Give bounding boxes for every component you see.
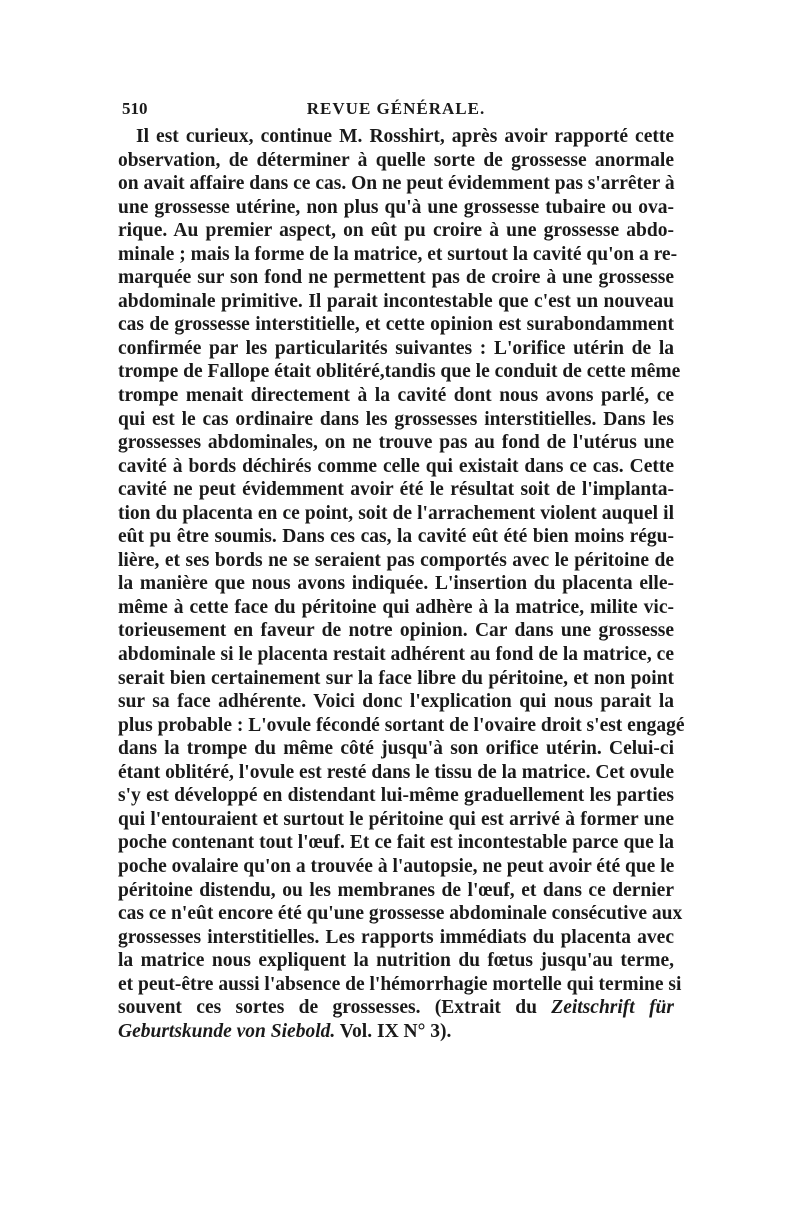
text-line: péritoine distendu, ou les membranes de l'œuf, et dans ce dernier [118,879,674,901]
text-line: Il est curieux, continue M. Rosshirt, après avoir rapporté cette [136,126,674,147]
text-line: minale ; mais la forme de la matrice, et surtout la cavité qu'on a re- [118,243,678,265]
text-line: s'y est développé en distendant lui-même graduellement les parties [118,785,674,807]
citation-line [118,1020,674,1044]
text-line: rique. Au premier aspect, on eût pu croire à une grossesse abdo- [118,220,674,242]
text-line [118,996,674,1020]
text-line: trompe de Fallope était oblitéré,tandis que le conduit de cette même [118,361,681,383]
text-line: étant oblitéré, l'ovule est resté dans le tissu de la matrice. Cet ovule [118,761,674,783]
text-line: observation, de déterminer à quelle sorte de grossesse anormale [118,149,674,171]
text-line: grossesses abdominales, on ne trouve pas au fond de l'utérus une [118,432,674,454]
text-line: confirmée par les particularités suivantes : L'orifice utérin de la [118,337,674,359]
text-line: cas de grossesse interstitielle, et cette opinion est surabondamment [118,314,674,336]
text-line: poche ovalaire qu'on a trouvée à l'autopsie, ne peut avoir été que le [118,855,675,877]
journal-title-part1: Zeitschrift für [551,997,674,1019]
text-line: eût pu être soumis. Dans ces cas, la cavité eût été bien moins régu- [118,526,674,548]
page-number: 510 [122,99,148,118]
text-line: trompe menait directement à la cavité dont nous avons parlé, ce [118,385,674,407]
text-line: tion du placenta en ce point, soit de l'arrachement violent auquel il [118,502,674,524]
citation-volume: Vol. IX N° 3). [339,1020,452,1042]
text-line: la manière que nous avons indiquée. L'insertion du placenta elle- [118,573,674,595]
text-line: lière, et ses bords ne se seraient pas comportés avec le péritoine de [118,549,674,571]
text-line: torieusement en faveur de notre opinion. Car dans une grossesse [118,620,674,642]
running-head [122,96,670,122]
text-line: qui est le cas ordinaire dans les grossesses interstitielles. Dans les [118,408,674,430]
text-line: dans la trompe du même côté jusqu'à son orifice utérin. Celui-ci [118,738,674,760]
text-line: cavité ne peut évidemment avoir été le résultat soit de l'implanta- [118,479,674,501]
journal-title-part2: Geburtskunde von Siebold. [118,1020,336,1042]
text-line: cavité à bords déchirés comme celle qui existait dans ce cas. Cette [118,455,674,477]
text-line-segment: souvent ces sortes de grossesses. (Extrait du [118,997,537,1019]
text-line: même à cette face du péritoine qui adhère à la matrice, milite vic- [118,596,674,618]
text-line: abdominale si le placenta restait adhérent au fond de la matrice, ce [118,644,674,666]
text-line: abdominale primitive. Il parait incontestable que c'est un nouveau [118,290,674,312]
running-title: REVUE GÉNÉRALE. [306,99,486,118]
text-line: grossesses interstitielles. Les rapports immédiats du placenta avec [118,926,674,948]
text-line: et peut-être aussi l'absence de l'hémorrhagie mortelle qui termine si [118,973,682,995]
text-line: poche contenant tout l'œuf. Et ce fait est incontestable parce que la [118,832,674,854]
text-line: plus probable : L'ovule fécondé sortant de l'ovaire droit s'est engagé [118,714,685,736]
text-line: une grossesse utérine, non plus qu'à une grossesse tubaire ou ova- [118,196,674,218]
text-line: on avait affaire dans ce cas. On ne peut évidemment pas s'arrêter à [118,173,675,195]
text-line: serait bien certainement sur la face libre du péritoine, et non point [118,667,674,689]
text-line: la matrice nous expliquent la nutrition du fœtus jusqu'au terme, [118,950,674,972]
body-paragraph [118,125,685,1043]
text-line: qui l'entouraient et surtout le péritoine qui est arrivé à former une [118,808,674,830]
text-line: sur sa face adhérente. Voici donc l'explication qui nous parait la [118,691,674,713]
text-line: marquée sur son fond ne permettent pas de croire à une grossesse [118,267,674,289]
text-line: cas ce n'eût encore été qu'une grossesse abdominale consécutive aux [118,903,683,925]
